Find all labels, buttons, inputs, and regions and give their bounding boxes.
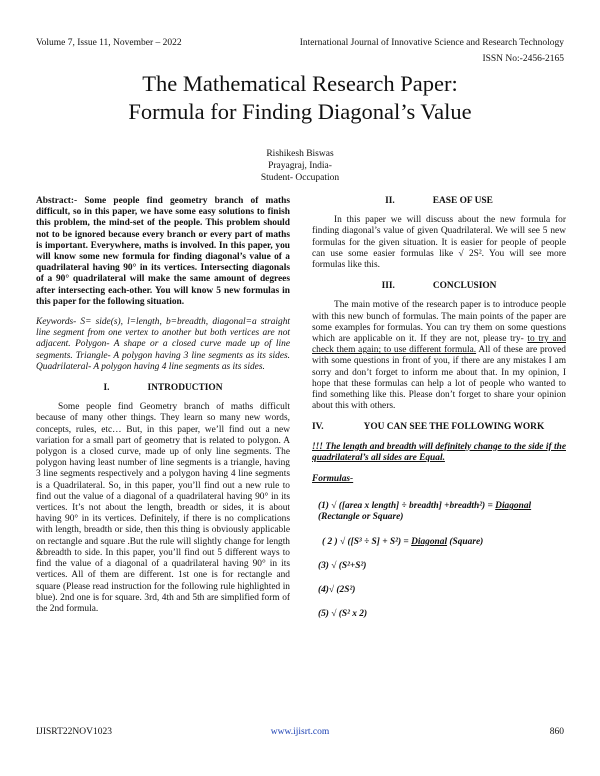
- section-number: II.: [385, 196, 395, 206]
- formulas-label: Formulas-: [312, 474, 354, 485]
- formula-1: [318, 501, 566, 523]
- side-note: !!! The length and breadth will definitely change to the side if the quadrilateral’s all sides are Equal.: [312, 441, 566, 463]
- conclusion-text-after: All of these are proved with some questions in front of you, if there are any mistakes I am sorry and don’t forget to inform me about that. In my opinion, I hope that these formulas can help a lot of people who wanted to find something like this. Please don’t forget to share your opinion about this with others.: [312, 345, 566, 412]
- section-number: IV.: [312, 422, 324, 433]
- formula-1-text: (1) √ ([area x length] ÷ breadth] +breadth²) =: [318, 501, 496, 512]
- title-line-2: Formula for Finding Diagonal’s Value: [128, 99, 472, 124]
- section-heading-following-work: [312, 422, 566, 433]
- header-volume: Volume 7, Issue 11, November – 2022: [36, 38, 182, 48]
- abstract: Abstract:- Some people find geometry branch of maths difficult, so in this paper, we have some easy solutions to finish this problem, the mind-set of the people. This problem should not to be ignored because every branch or every part of maths is important. Everywhere, maths is involved. In this paper, you will know some new formula for finding diagonal’s value of a quadrilateral having 90° in its vertices. Intersecting diagonals of a 90° quadrilateral will make the same amount of degrees after intersecting each-other. You will know 5 new formulas in this paper for the following situation.: [36, 196, 290, 307]
- formula-2-text: ( 2 ) √ ([S³ ÷ S] + S²) =: [322, 536, 412, 547]
- footer-page-number: 860: [549, 727, 564, 737]
- formula-3: (3) √ (S²+S²): [318, 560, 367, 571]
- section-title: EASE OF USE: [432, 196, 493, 206]
- section-title: YOU CAN SEE THE FOLLOWING WORK: [363, 422, 545, 433]
- ease-of-use-text: In this paper we will discuss about the new formula for finding diagonal’s value of given Quadrilateral. We will see 5 new formulas for the given situation. It is easier for people of people can use some easier formulas like √ 2S². You will see more formulas like this.: [312, 215, 566, 271]
- conclusion-text-before: The main motive of the research paper is to introduce people with this new bunch of formulas. The main points of the paper are some examples for formulas. You can try them on some questions which are applicable on it. If they are not, please try-: [312, 300, 566, 345]
- formula-2: [322, 537, 566, 548]
- footer-paper-id: IJISRT22NOV1023: [36, 727, 112, 737]
- formula-1-tail: (Rectangle or Square): [318, 512, 404, 523]
- formula-5: (5) √ (S² x 2): [318, 609, 368, 620]
- conclusion-text: [312, 300, 566, 412]
- left-column: [36, 196, 290, 623]
- author-block: [0, 148, 600, 184]
- section-title: INTRODUCTION: [147, 383, 223, 394]
- header-journal: International Journal of Innovative Science and Research Technology: [299, 38, 564, 48]
- author-occupation: Student- Occupation: [260, 173, 340, 183]
- header-issn: ISSN No:-2456-2165: [482, 54, 564, 64]
- keywords: Keywords- S= side(s), l=length, b=breadth, diagonal=a straight line segment from one vertex to another but both vertices are not adjacent. Polygon- A shape or a closed curve made up of line segments. Triangle- A polygon having 3 line segments as its sides. Quadrilateral- A polygon having 4 line segments as its sides.: [36, 317, 290, 372]
- section-heading-conclusion: [312, 281, 566, 292]
- introduction-text: Some people find Geometry branch of maths difficult because of many other things. They learn so many new words, concepts, rules, etc… But, in this paper, we’ll find out a new variation for a small part of geometry that is related to polygon. A polygon is a closed curve, made up of only line segments. The polygon having least number of line segments is a triangle, having 3 line segments respectively and a polygon having 4 line segments is a Quadrilateral. So, in this paper, you’ll find out a new rule to find out the value of a diagonal of a quadrilateral having 90° in its vertices. It’s not about the length, breadth or sides, it is about having 90° in its vertices. Definitely, if there is no complications with length, breadth or side, then this thing is obviously applicable on rectangle and square .But the rule will slightly change for length &breadth to side. In this paper, you’ll find out 5 different ways to find the value of a diagonal of a quadrilateral having 90° in its vertices. All of them are different. 1st one is for rectangle and square (Please read instruction for the following rule highlighted in blue). 2nd one is for square. 3rd, 4th and 5th are simplified form of the 2nd formula.: [36, 402, 290, 614]
- section-heading-ease-of-use: [312, 196, 566, 207]
- formula-2-result: Diagonal: [411, 536, 448, 547]
- section-heading-introduction: [36, 383, 290, 394]
- author-location: Prayagraj, India-: [268, 161, 332, 171]
- right-column: [312, 196, 566, 633]
- paper-title: [0, 70, 600, 126]
- section-title: CONCLUSION: [432, 281, 497, 292]
- author-name: Rishikesh Biswas: [266, 149, 334, 159]
- conclusion-underlined: to try and check them again; to use different formula.: [312, 334, 567, 356]
- formula-1-result: Diagonal: [495, 501, 532, 512]
- title-line-1: The Mathematical Research Paper:: [142, 71, 458, 96]
- formula-4: (4)√ (2S²): [318, 585, 356, 596]
- formula-2-tail: (Square): [449, 536, 484, 547]
- section-number: III.: [381, 281, 395, 292]
- footer-website-link[interactable]: www.ijisrt.com: [270, 727, 330, 737]
- section-number: I.: [103, 383, 110, 394]
